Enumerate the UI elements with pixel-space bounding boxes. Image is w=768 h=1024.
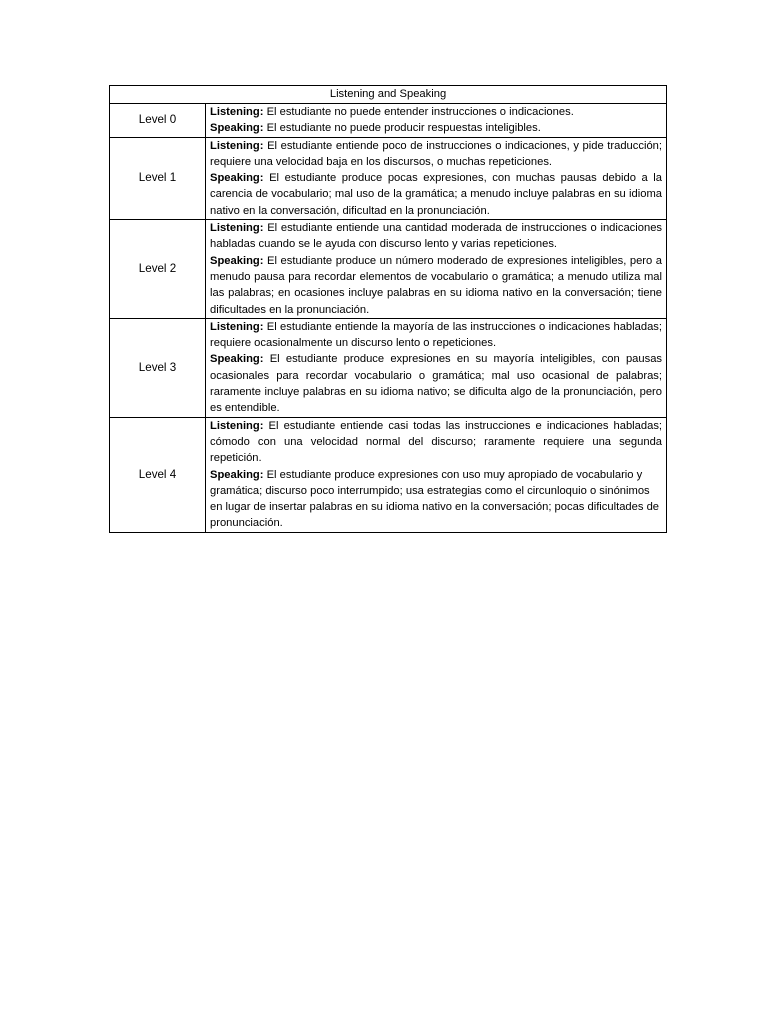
- listening-paragraph: [210, 220, 662, 253]
- level-label: Level 2: [110, 220, 206, 319]
- speaking-paragraph: [210, 467, 662, 532]
- speaking-label: Speaking:: [210, 254, 264, 267]
- speaking-text: El estudiante produce pocas expresiones, con muchas pausas debido a la carencia de vocabulario; mal uso de la gramática; a menudo incluye palabras en su idioma nativo en la conversación, dificultad en la pronunciación.: [210, 172, 663, 217]
- table-row: [110, 417, 667, 532]
- speaking-label: Speaking:: [210, 172, 264, 185]
- listening-label: Listening:: [210, 106, 264, 118]
- listening-text: El estudiante entiende poco de instrucciones o indicaciones, y pide traducción; requiere una velocidad baja en los discursos, o muchas repeticiones.: [210, 139, 663, 168]
- speaking-paragraph: [210, 170, 662, 219]
- level-label: Level 3: [110, 318, 206, 417]
- table-row: [110, 220, 667, 319]
- level-description: [206, 417, 667, 532]
- table-row: [110, 104, 667, 138]
- listening-paragraph: [210, 319, 662, 352]
- speaking-text: El estudiante no puede producir respuestas inteligibles.: [266, 122, 541, 135]
- table-header-row: [110, 86, 667, 104]
- level-description: [206, 137, 667, 219]
- table-title: Listening and Speaking: [110, 86, 667, 104]
- listening-text: El estudiante entiende casi todas las instrucciones e indicaciones habladas; cómodo con una velocidad normal del discurso; raramente requiere una segunda repetición.: [210, 419, 663, 465]
- listening-text: El estudiante no puede entender instrucciones o indicaciones.: [266, 106, 574, 118]
- level-description: [206, 318, 667, 417]
- rubric-table: [109, 85, 667, 533]
- speaking-text: El estudiante produce un número moderado de expresiones inteligibles, pero a menudo pausa para recordar elementos de vocabulario o gramática; a menudo utiliza mal las palabras; en ocasiones incluye palabras en su idioma nativo en la conversación; tiene dificultades en la pronunciación.: [210, 254, 663, 316]
- table-row: [110, 318, 667, 417]
- speaking-paragraph: [210, 253, 662, 318]
- speaking-label: Speaking:: [210, 122, 264, 135]
- speaking-text: El estudiante produce expresiones en su mayoría inteligibles, con pausas ocasionales para recordar vocabulario o gramática; mal uso ocasional de palabras; raramente incluye palabras en su idioma nativo; se dificulta algo de la pronunciación, pero es entendible.: [210, 353, 663, 415]
- level-label: Level 0: [110, 104, 206, 138]
- level-description: [206, 220, 667, 319]
- listening-label: Listening:: [210, 320, 264, 333]
- listening-label: Listening:: [210, 139, 264, 152]
- listening-paragraph: [210, 104, 662, 120]
- listening-paragraph: [210, 418, 662, 467]
- speaking-paragraph: [210, 351, 662, 416]
- speaking-text: El estudiante produce expresiones con uso muy apropiado de vocabulario y gramática; discurso poco interrumpido; usa estrategias como el circunloquio o sinónimos en lugar de insertar palabras en su idioma nativo en la conversación; pocas dificultades de pronunciación.: [210, 468, 660, 530]
- speaking-label: Speaking:: [210, 468, 264, 481]
- level-label: Level 4: [110, 417, 206, 532]
- speaking-label: Speaking:: [210, 353, 264, 366]
- listening-label: Listening:: [210, 222, 264, 235]
- level-description: [206, 104, 667, 138]
- speaking-paragraph: [210, 120, 662, 136]
- table-row: [110, 137, 667, 219]
- listening-text: El estudiante entiende la mayoría de las instrucciones o indicaciones habladas; requiere ocasionalmente un discurso lento o repeticiones.: [210, 320, 663, 350]
- listening-label: Listening:: [210, 419, 264, 432]
- listening-paragraph: [210, 138, 662, 171]
- listening-text: El estudiante entiende una cantidad moderada de instrucciones o indicaciones habladas cuando se le ayuda con discurso lento y varias repeticiones.: [210, 222, 663, 251]
- level-label: Level 1: [110, 137, 206, 219]
